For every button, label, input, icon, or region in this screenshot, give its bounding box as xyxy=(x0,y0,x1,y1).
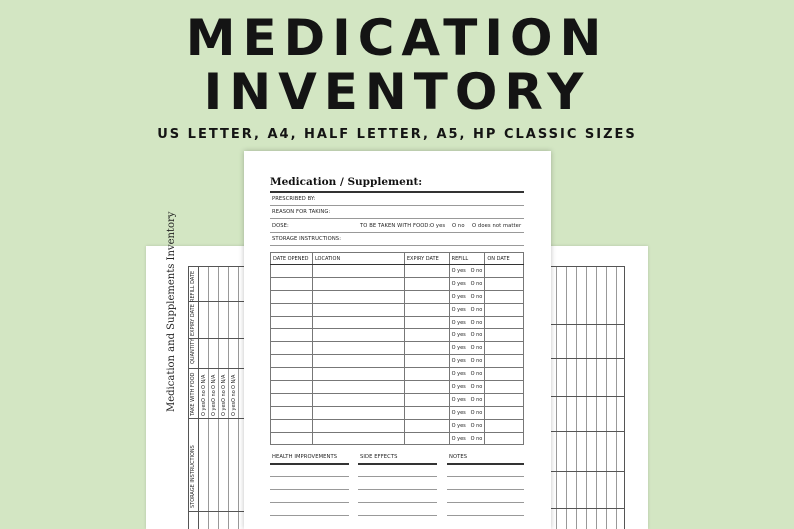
table-cell xyxy=(404,368,449,381)
table-cell xyxy=(271,265,313,278)
table-cell xyxy=(449,290,485,303)
dose-label: DOSE: xyxy=(272,223,289,229)
refill-yes: O yes xyxy=(451,267,466,274)
writing-line xyxy=(270,489,349,490)
table-row xyxy=(271,406,524,419)
table-cell xyxy=(404,393,449,406)
refill-yes: O yes xyxy=(451,358,466,365)
opt-no: O no xyxy=(221,390,227,402)
th-on-date: ON DATE xyxy=(485,253,524,265)
table-row xyxy=(271,393,524,406)
opt-na: O N/A xyxy=(211,374,217,389)
col-quantity: QUANTITY xyxy=(190,338,196,364)
refill-no: O no xyxy=(470,396,483,403)
table-cell xyxy=(271,381,313,394)
food-yes: O yes xyxy=(430,223,446,229)
table-cell xyxy=(485,277,524,290)
refill-no: O no xyxy=(470,332,483,339)
refill-no: O no xyxy=(470,422,483,429)
reason-label: REASON FOR TAKING: xyxy=(272,209,331,215)
writing-line xyxy=(270,515,349,516)
th-expiry-date: EXPIRY DATE xyxy=(404,253,449,265)
form-title: Medication / Supplement: xyxy=(270,176,423,188)
refill-yes: O yes xyxy=(451,371,466,378)
table-cell xyxy=(449,277,485,290)
table-cell xyxy=(404,316,449,329)
opt-yes: O yes xyxy=(211,401,217,416)
refill-no: O no xyxy=(470,345,483,352)
table-cell xyxy=(271,406,313,419)
food-no: O no xyxy=(452,223,465,229)
table-row xyxy=(271,368,524,381)
col-take-with-food: TAKE WITH FOOD xyxy=(190,372,196,416)
storage-label: STORAGE INSTRUCTIONS: xyxy=(272,236,342,242)
writing-line xyxy=(447,476,524,477)
table-cell xyxy=(312,355,404,368)
table-row xyxy=(271,432,524,445)
refill-no: O no xyxy=(470,358,483,365)
opt-no: O no xyxy=(201,390,207,402)
table-cell xyxy=(312,265,404,278)
table-row xyxy=(271,329,524,342)
table-cell xyxy=(404,329,449,342)
headline-line-2: INVENTORY xyxy=(203,63,591,121)
table-cell xyxy=(449,303,485,316)
table-cell xyxy=(271,290,313,303)
refill-yes: O yes xyxy=(451,435,466,442)
back-page-title: Medication and Supplements Inventory xyxy=(166,211,177,412)
table-cell xyxy=(312,406,404,419)
opt-no: O no xyxy=(231,390,237,402)
refill-yes: O yes xyxy=(451,383,466,390)
table-row xyxy=(271,277,524,290)
table-cell xyxy=(449,381,485,394)
col-refill-date: REFILL DATE xyxy=(190,270,196,302)
writing-line xyxy=(447,502,524,503)
table-cell xyxy=(271,432,313,445)
refill-no: O no xyxy=(470,409,483,416)
prescribed-by-label: PRESCRIBED BY: xyxy=(272,196,316,202)
table-row xyxy=(271,342,524,355)
refill-yes: O yes xyxy=(451,396,466,403)
table-cell xyxy=(449,355,485,368)
writing-line xyxy=(358,515,437,516)
table-cell xyxy=(485,381,524,394)
opt-na: O N/A xyxy=(201,374,207,389)
opt-na: O N/A xyxy=(231,374,237,389)
table-cell xyxy=(271,393,313,406)
table-cell xyxy=(485,419,524,432)
table-cell xyxy=(485,290,524,303)
refill-no: O no xyxy=(470,383,483,390)
refill-yes: O yes xyxy=(451,409,466,416)
table-row xyxy=(271,265,524,278)
refill-yes: O yes xyxy=(451,293,466,300)
table-cell xyxy=(312,277,404,290)
opt-yes: O yes xyxy=(221,401,227,416)
writing-line xyxy=(358,489,437,490)
table-cell xyxy=(271,355,313,368)
writing-line xyxy=(358,502,437,503)
refill-yes: O yes xyxy=(451,319,466,326)
th-refill: REFILL xyxy=(449,253,485,265)
table-cell xyxy=(449,393,485,406)
table-cell xyxy=(485,355,524,368)
table-cell xyxy=(271,368,313,381)
table-header-row xyxy=(271,253,524,265)
back-page-right xyxy=(546,246,648,529)
table-cell xyxy=(485,432,524,445)
refill-yes: O yes xyxy=(451,422,466,429)
writing-line xyxy=(270,502,349,503)
table-cell xyxy=(271,329,313,342)
table-cell xyxy=(485,368,524,381)
table-cell xyxy=(449,406,485,419)
headline-line-1: MEDICATION xyxy=(185,9,609,67)
table-cell xyxy=(449,368,485,381)
refill-no: O no xyxy=(470,371,483,378)
table-cell xyxy=(312,342,404,355)
table-cell xyxy=(404,432,449,445)
table-cell xyxy=(271,419,313,432)
table-cell xyxy=(404,355,449,368)
table-row xyxy=(271,381,524,394)
table-cell xyxy=(404,406,449,419)
writing-line xyxy=(447,515,524,516)
table-cell xyxy=(404,265,449,278)
table-row xyxy=(271,303,524,316)
refill-yes: O yes xyxy=(451,332,466,339)
table-cell xyxy=(312,368,404,381)
size-subtitle: US LETTER, A4, HALF LETTER, A5, HP CLASSIC SIZES xyxy=(157,127,637,142)
table-cell xyxy=(312,381,404,394)
refill-yes: O yes xyxy=(451,345,466,352)
table-cell xyxy=(312,329,404,342)
health-improvements-label: HEALTH IMPROVEMENTS xyxy=(272,454,338,460)
table-cell xyxy=(312,303,404,316)
table-cell xyxy=(449,342,485,355)
table-cell xyxy=(449,432,485,445)
table-cell xyxy=(404,419,449,432)
opt-no: O no xyxy=(211,390,217,402)
table-cell xyxy=(404,381,449,394)
table-cell xyxy=(271,303,313,316)
writing-line xyxy=(447,489,524,490)
table-cell xyxy=(312,419,404,432)
refill-no: O no xyxy=(470,306,483,313)
table-row xyxy=(271,419,524,432)
with-food-label: TO BE TAKEN WITH FOOD: xyxy=(360,223,431,229)
table-cell xyxy=(271,316,313,329)
table-row xyxy=(271,355,524,368)
table-cell xyxy=(485,406,524,419)
table-cell xyxy=(312,290,404,303)
th-location: LOCATION xyxy=(312,253,404,265)
table-cell xyxy=(485,329,524,342)
table-cell xyxy=(404,290,449,303)
table-cell xyxy=(485,342,524,355)
col-expiry-date: EXPIRY DATE xyxy=(190,304,196,336)
table-cell xyxy=(312,393,404,406)
opt-na: O N/A xyxy=(221,374,227,389)
table-cell xyxy=(404,303,449,316)
table-cell xyxy=(271,277,313,290)
table-cell xyxy=(449,419,485,432)
opt-yes: O yes xyxy=(231,401,237,416)
medication-form-page xyxy=(244,151,551,529)
refill-no: O no xyxy=(470,435,483,442)
col-storage-instructions: STORAGE INSTRUCTIONS xyxy=(190,445,196,508)
table-cell xyxy=(312,316,404,329)
table-cell xyxy=(312,432,404,445)
table-cell xyxy=(485,316,524,329)
notes-label: NOTES xyxy=(449,454,468,460)
opt-yes: O yes xyxy=(201,401,207,416)
refill-no: O no xyxy=(470,280,483,287)
table-cell xyxy=(485,303,524,316)
writing-line xyxy=(358,476,437,477)
refill-no: O no xyxy=(470,319,483,326)
inventory-table xyxy=(270,252,524,445)
table-cell xyxy=(485,265,524,278)
refill-no: O no xyxy=(470,293,483,300)
table-cell xyxy=(404,277,449,290)
th-date-opened: DATE OPENED xyxy=(271,253,313,265)
table-cell xyxy=(449,329,485,342)
side-effects-label: SIDE EFFECTS xyxy=(360,454,398,460)
table-cell xyxy=(449,265,485,278)
refill-yes: O yes xyxy=(451,280,466,287)
refill-yes: O yes xyxy=(451,306,466,313)
table-row xyxy=(271,316,524,329)
table-cell xyxy=(449,316,485,329)
table-row xyxy=(271,290,524,303)
table-cell xyxy=(485,393,524,406)
food-does-not-matter: O does not matter xyxy=(472,223,522,229)
refill-no: O no xyxy=(470,267,483,274)
table-cell xyxy=(271,342,313,355)
table-cell xyxy=(404,342,449,355)
writing-line xyxy=(270,476,349,477)
